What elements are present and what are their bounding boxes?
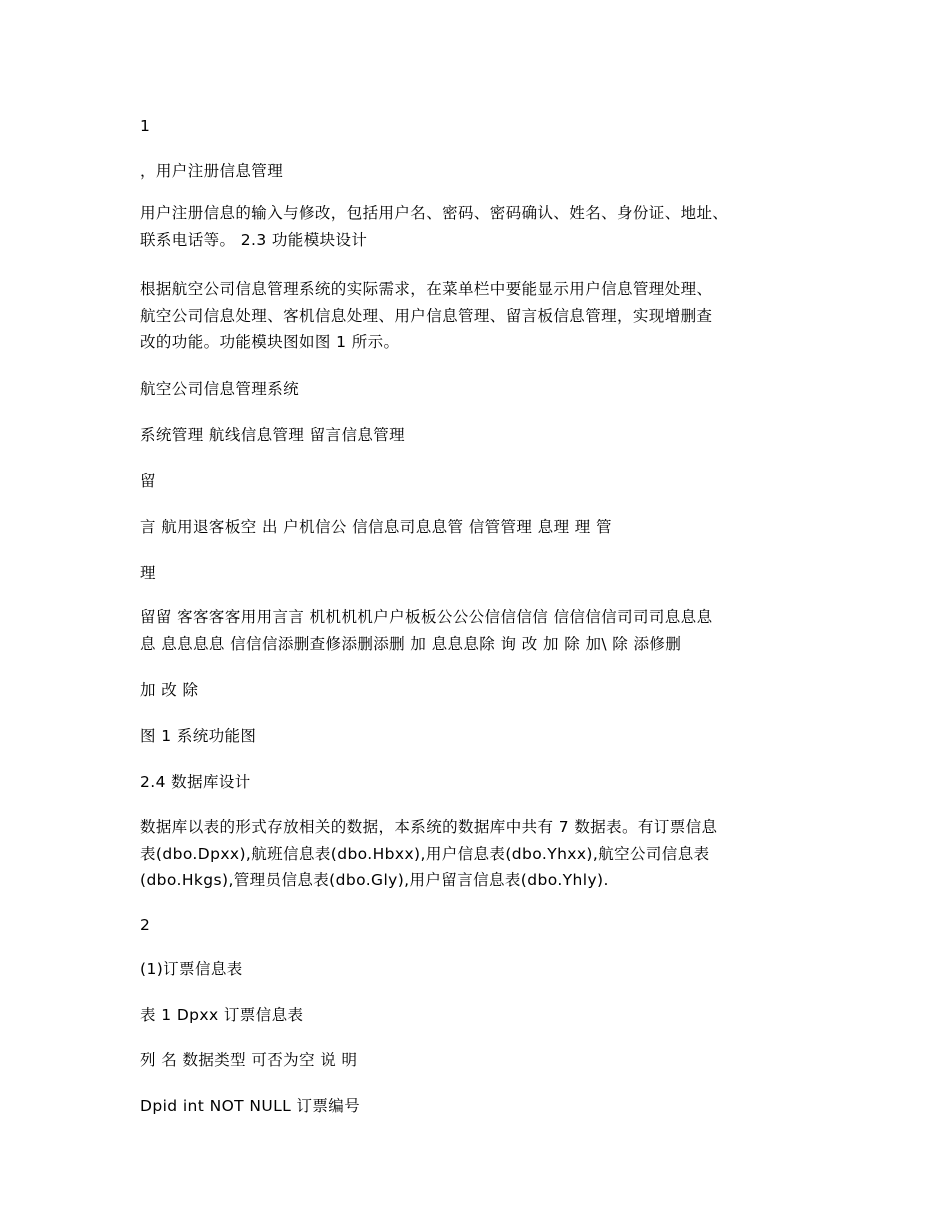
paragraph-line: 根据航空公司信息管理系统的实际需求，在菜单栏中要能显示用户信息管理处理、 <box>140 280 713 298</box>
figure-caption: 图 1 系统功能图 <box>140 727 257 745</box>
table-row: Dpid int NOT NULL 订票编号 <box>140 1097 361 1115</box>
paragraph-line: 改的功能。功能模块图如图 1 所示。 <box>140 333 400 351</box>
page-number: 2 <box>140 916 151 934</box>
diagram-root-text: 航空公司信息管理系统 <box>140 380 300 398</box>
diagram-fragment: 留 <box>140 472 156 490</box>
paragraph-line: 数据库以表的形式存放相关的数据，本系统的数据库中共有 7 数据表。有订票信息 <box>140 818 718 836</box>
paragraph-line: 表(dbo.Dpxx),航班信息表(dbo.Hbxx),用户信息表(dbo.Yhxx),航空公司信息表 <box>140 844 710 863</box>
section-heading-database: 2.4 数据库设计 <box>140 773 251 791</box>
paragraph-line: (dbo.Hkgs),管理员信息表(dbo.Gly),用户留言信息表(dbo.Yhly). <box>140 871 609 889</box>
diagram-fragment-block <box>140 604 812 657</box>
diagram-fragment: 加 改 除 <box>140 681 199 699</box>
section-heading-user-registration: ，用户注册信息管理 <box>140 162 284 180</box>
paragraph-database <box>140 814 812 894</box>
paragraph-requirements <box>140 276 812 356</box>
page-number: 1 <box>140 117 151 135</box>
paragraph-line: 联系电话等。 2.3 功能模块设计 <box>140 230 368 249</box>
diagram-fragment: 理 <box>140 564 156 582</box>
paragraph-line: 用户注册信息的输入与修改，包括用户名、密码、密码确认、姓名、身份证、地址、 <box>140 204 729 222</box>
diagram-level1-text: 系统管理 航线信息管理 留言信息管理 <box>140 426 406 444</box>
paragraph-line: 航空公司信息处理、客机信息处理、用户信息管理、留言板信息管理，实现增删查 <box>140 306 713 325</box>
paragraph-user-registration <box>140 200 812 253</box>
paragraph-line: 留留 客客客客用用言言 机机机机户户板板公公公信信信信 信信信信司司司息息息 <box>140 608 713 626</box>
paragraph-line: 息 息息息息 信信信添删查修添删添删 加 息息息除 询 改 加 除 加\ 除 添修删 <box>140 634 682 653</box>
diagram-fragment: 言 航用退客板空 出 户机信公 信信息司息息管 信管管理 息理 理 管 <box>140 518 612 536</box>
table-caption: 表 1 Dpxx 订票信息表 <box>140 1006 304 1024</box>
subsection-heading-booking: (1)订票信息表 <box>140 960 243 978</box>
table-header-row: 列 名 数据类型 可否为空 说 明 <box>140 1051 358 1069</box>
